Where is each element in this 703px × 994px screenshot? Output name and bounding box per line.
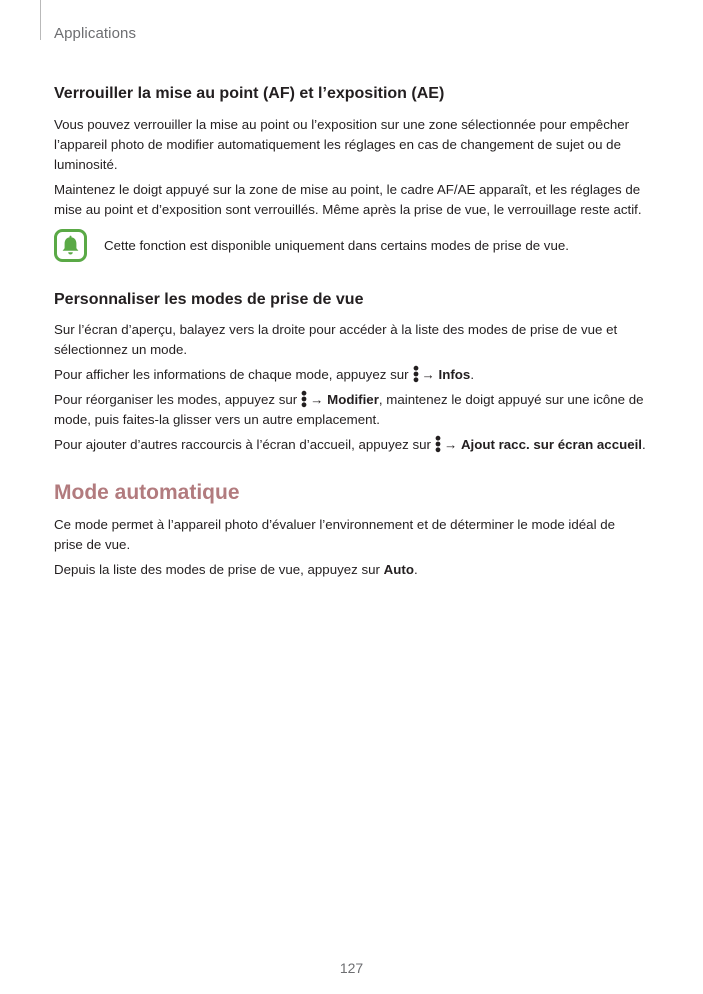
section-title-af-ae: Verrouiller la mise au point (AF) et l’exposition (AE) bbox=[54, 85, 445, 102]
arrow: → bbox=[310, 392, 324, 407]
paragraph-auto bbox=[54, 560, 646, 580]
paragraph: Ce mode permet à l’appareil photo d’évaluer l’environnement et de déterminer le mode idéal de prise de vue. bbox=[54, 517, 616, 552]
section-title-auto-mode: Mode automatique bbox=[54, 481, 240, 504]
more-options-icon bbox=[300, 390, 308, 408]
section-title-modes: Personnaliser les modes de prise de vue bbox=[54, 291, 364, 308]
menu-target-shortcut: Ajout racc. sur écran accueil bbox=[460, 437, 643, 452]
menu-target-infos: Infos bbox=[438, 367, 471, 382]
note-box bbox=[54, 229, 646, 262]
text-before: Pour afficher les informations de chaque mode, appuyez sur bbox=[54, 367, 409, 382]
paragraph: Sur l’écran d’aperçu, balayez vers la droite pour accéder à la liste des modes de prise de vue et sélectionnez un mode. bbox=[54, 322, 618, 357]
text-after: . bbox=[413, 562, 418, 577]
more-options-icon bbox=[412, 365, 420, 383]
text-before: Pour ajouter d’autres raccourcis à l’écran d’accueil, appuyez sur bbox=[54, 437, 431, 452]
paragraph: Maintenez le doigt appuyé sur la zone de mise au point, le cadre AF/AE apparaît, et les réglages de mise au point et d’exposition sont verrouillés. Même après la prise de vue, le verrouillage reste actif. bbox=[54, 182, 642, 217]
paragraph: Vous pouvez verrouiller la mise au point ou l’exposition sur une zone sélectionnée pour empêcher l’appareil photo de modifier automatiquement les réglages en cas de changement de sujet ou de luminosité. bbox=[54, 117, 630, 172]
text-after: , maintenez le doigt appuyé sur une icône de mode, puis faites-la glisser vers un autre emplacement. bbox=[54, 392, 644, 427]
header-margin-rule bbox=[40, 0, 41, 40]
paragraph-shortcut bbox=[54, 435, 646, 455]
arrow: → bbox=[421, 367, 435, 382]
note-text: Cette fonction est disponible uniquement dans certains modes de prise de vue. bbox=[104, 237, 569, 253]
page-content bbox=[54, 83, 646, 580]
more-options-icon bbox=[434, 435, 442, 453]
paragraph-info bbox=[54, 365, 646, 385]
bell-note-icon bbox=[54, 229, 87, 262]
running-header: Applications bbox=[54, 25, 137, 42]
paragraph-reorder bbox=[54, 390, 646, 430]
page-number: 127 bbox=[339, 960, 364, 976]
menu-target-auto: Auto bbox=[383, 562, 414, 577]
menu-target-modifier: Modifier bbox=[327, 392, 379, 407]
text-after: . bbox=[470, 367, 475, 382]
text-after: . bbox=[642, 437, 646, 452]
text-before: Depuis la liste des modes de prise de vue, appuyez sur bbox=[54, 562, 380, 577]
text-before: Pour réorganiser les modes, appuyez sur bbox=[54, 392, 298, 407]
arrow: → bbox=[443, 437, 458, 452]
